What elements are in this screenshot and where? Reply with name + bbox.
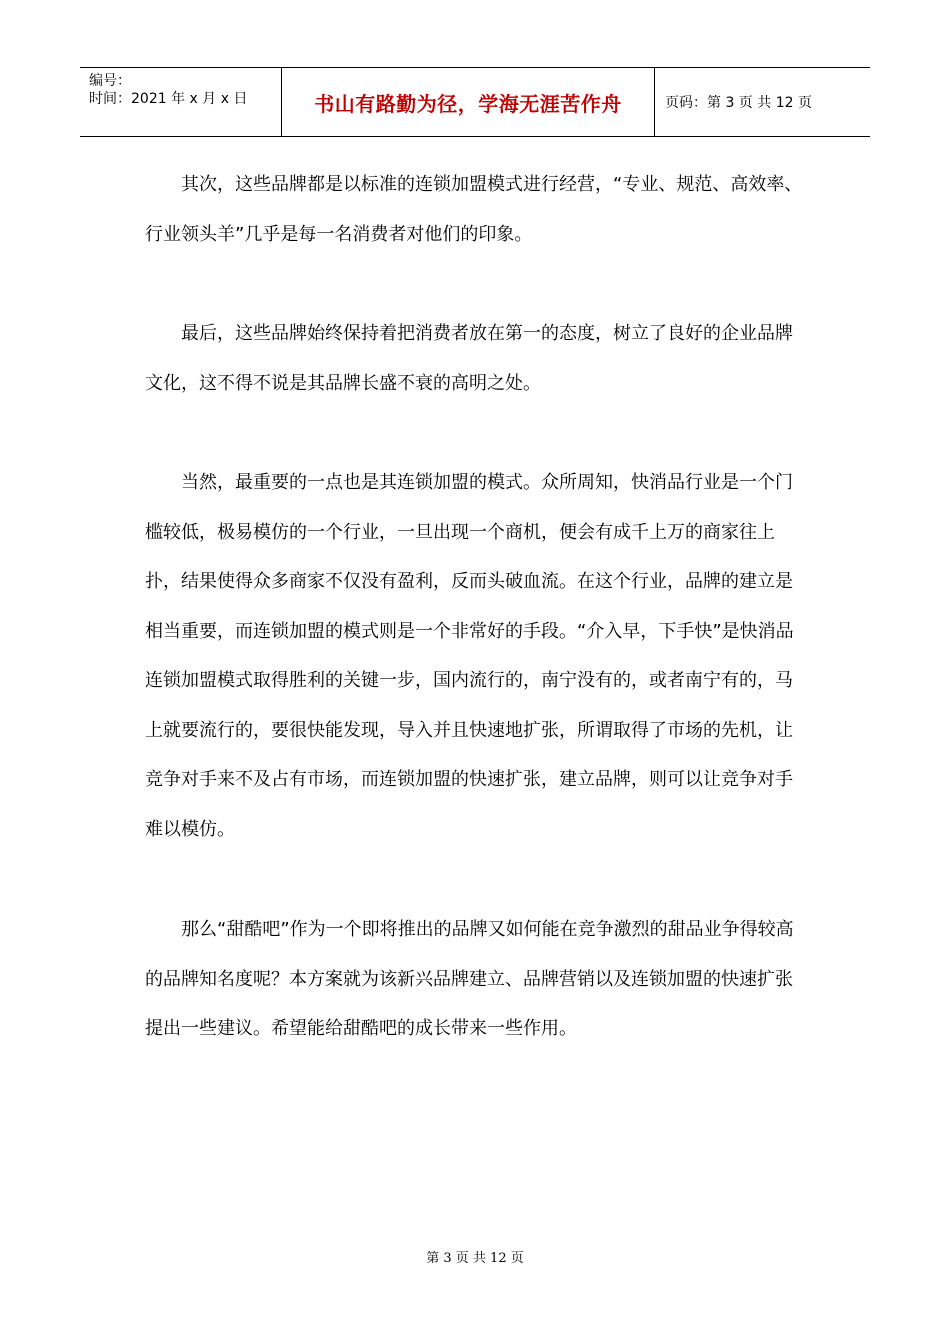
document-date: 时间：2021 年 x 月 x 日 — [89, 91, 248, 107]
page-header — [80, 67, 870, 137]
body-section — [145, 160, 805, 259]
document-number-label: 编号： — [89, 73, 131, 89]
page-footer: 第 3 页 共 12 页 — [426, 1251, 524, 1266]
header-motto: 书山有路勤为径，学海无涯苦作舟 — [314, 91, 622, 116]
header-divider — [654, 68, 655, 136]
header-page-info: 页码：第 3 页 共 12 页 — [665, 95, 812, 111]
header-meta — [89, 72, 247, 108]
paragraph: 其次，这些品牌都是以标准的连锁加盟模式进行经营，“专业、规范、高效率、行业领头羊”几乎是每一名消费者对他们的印象。 — [145, 174, 803, 245]
paragraph: 最后，这些品牌始终保持着把消费者放在第一的态度，树立了良好的企业品牌文化，这不得不说是其品牌长盛不衰的高明之处。 — [145, 323, 793, 394]
paragraph: 当然，最重要的一点也是其连锁加盟的模式。众所周知，快消品行业是一个门槛较低，极易模仿的一个行业，一旦出现一个商机，便会有成千上万的商家往上扑，结果使得众多商家不仅没有盈利，反而头破血流。在这个行业，品牌的建立是相当重要，而连锁加盟的模式则是一个非常好的手段。“介入早，下手快”是快消品连锁加盟模式取得胜利的关键一步，国内流行的，南宁没有的，或者南宁有的，马上就要流行的，要很快能发现，导入并且快速地扩张，所谓取得了市场的先机，让竞争对手来不及占有市场，而连锁加盟的快速扩张，建立品牌，则可以让竞争对手难以模仿。 — [145, 472, 794, 840]
body-section — [145, 309, 805, 408]
body-section — [145, 905, 805, 1054]
body-section — [145, 458, 805, 854]
paragraph: 那么“甜酷吧”作为一个即将推出的品牌又如何能在竞争激烈的甜品业争得较高的品牌知名度呢？本方案就为该新兴品牌建立、品牌营销以及连锁加盟的快速扩张提出一些建议。希望能给甜酷吧的成长带来一些作用。 — [145, 919, 794, 1039]
